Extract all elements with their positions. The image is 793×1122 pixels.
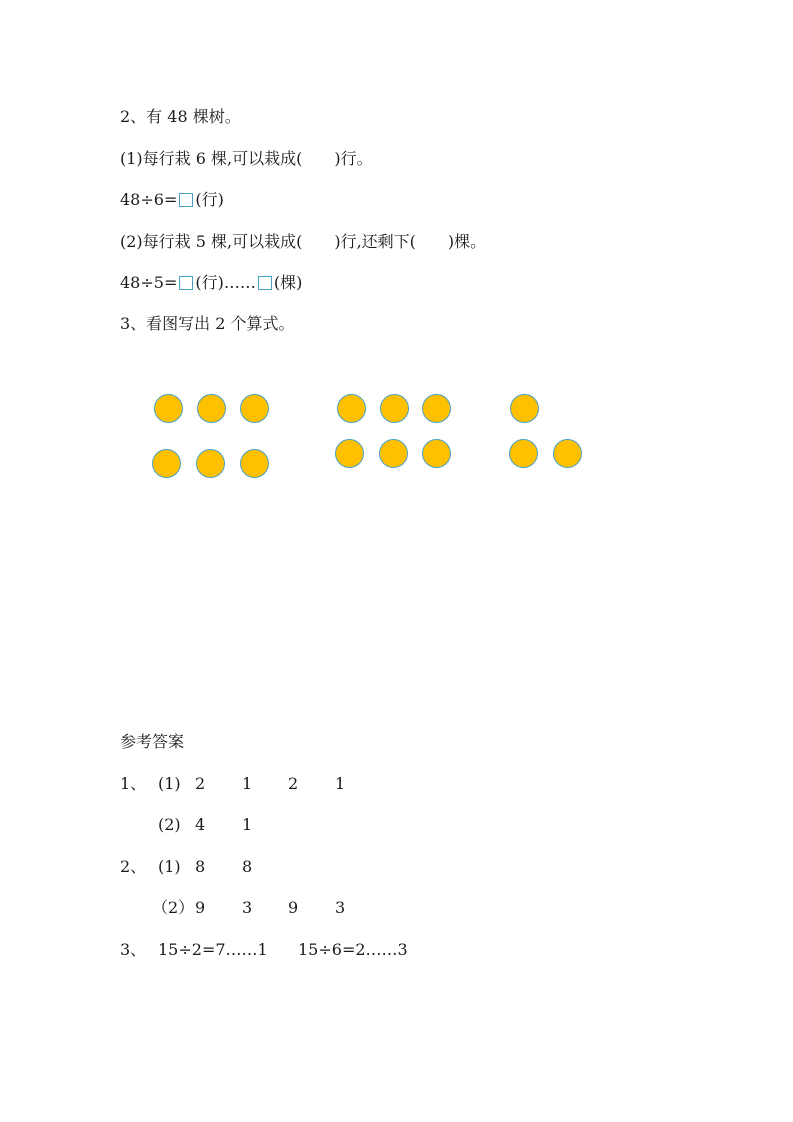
- answer-value: 4: [195, 815, 206, 834]
- dot: [197, 394, 226, 423]
- answer-1-1-label: (1): [158, 774, 181, 793]
- answer-value: 2: [195, 774, 206, 793]
- answers-title: 参考答案: [120, 732, 185, 751]
- answer-value: 3: [242, 898, 253, 917]
- dot: [422, 439, 451, 468]
- equation-unit: (行)……: [195, 273, 256, 292]
- answer-value: 1: [242, 774, 253, 793]
- question-2-part-1: (1)每行栽 6 棵,可以栽成( )行。: [120, 149, 373, 168]
- answer-2-2-label: （2）: [152, 898, 195, 917]
- question-2-title: 2、有 48 棵树。: [120, 107, 241, 126]
- answer-box[interactable]: [179, 193, 193, 207]
- answer-value: 9: [195, 898, 206, 917]
- answer-1-label: 1、: [120, 774, 147, 793]
- dot: [196, 449, 225, 478]
- answer-3-equation-2: 15÷6=2……3: [298, 940, 408, 959]
- dot: [240, 394, 269, 423]
- dot: [379, 439, 408, 468]
- dot: [380, 394, 409, 423]
- question-2-part-2-equation: [120, 273, 302, 293]
- dot: [154, 394, 183, 423]
- answer-box[interactable]: [179, 276, 193, 290]
- dot: [510, 394, 539, 423]
- dot: [152, 449, 181, 478]
- answer-box[interactable]: [258, 276, 272, 290]
- answer-3-equation-1: 15÷2=7……1: [158, 940, 268, 959]
- dot: [335, 439, 364, 468]
- answer-value: 1: [335, 774, 346, 793]
- answer-1-2-label: (2): [158, 815, 181, 834]
- question-2-part-1-equation: [120, 190, 224, 210]
- dot: [240, 449, 269, 478]
- question-3-title: 3、看图写出 2 个算式。: [120, 314, 295, 333]
- equation-unit: (棵): [273, 273, 303, 292]
- answer-value: 1: [242, 815, 253, 834]
- answer-2-1-label: (1): [158, 857, 181, 876]
- equation-text: 48÷5=: [120, 273, 178, 292]
- answer-3-label: 3、: [120, 940, 147, 959]
- equation-text: 48÷6=: [120, 190, 178, 209]
- equation-unit: (行): [195, 190, 224, 209]
- answer-value: 2: [288, 774, 299, 793]
- answer-value: 3: [335, 898, 346, 917]
- answer-2-label: 2、: [120, 857, 147, 876]
- dot: [337, 394, 366, 423]
- dot: [422, 394, 451, 423]
- dot: [553, 439, 582, 468]
- question-2-part-2: (2)每行栽 5 棵,可以栽成( )行,还剩下( )棵。: [120, 232, 487, 251]
- answer-value: 8: [195, 857, 206, 876]
- answer-value: 9: [288, 898, 299, 917]
- answer-value: 8: [242, 857, 253, 876]
- dot: [509, 439, 538, 468]
